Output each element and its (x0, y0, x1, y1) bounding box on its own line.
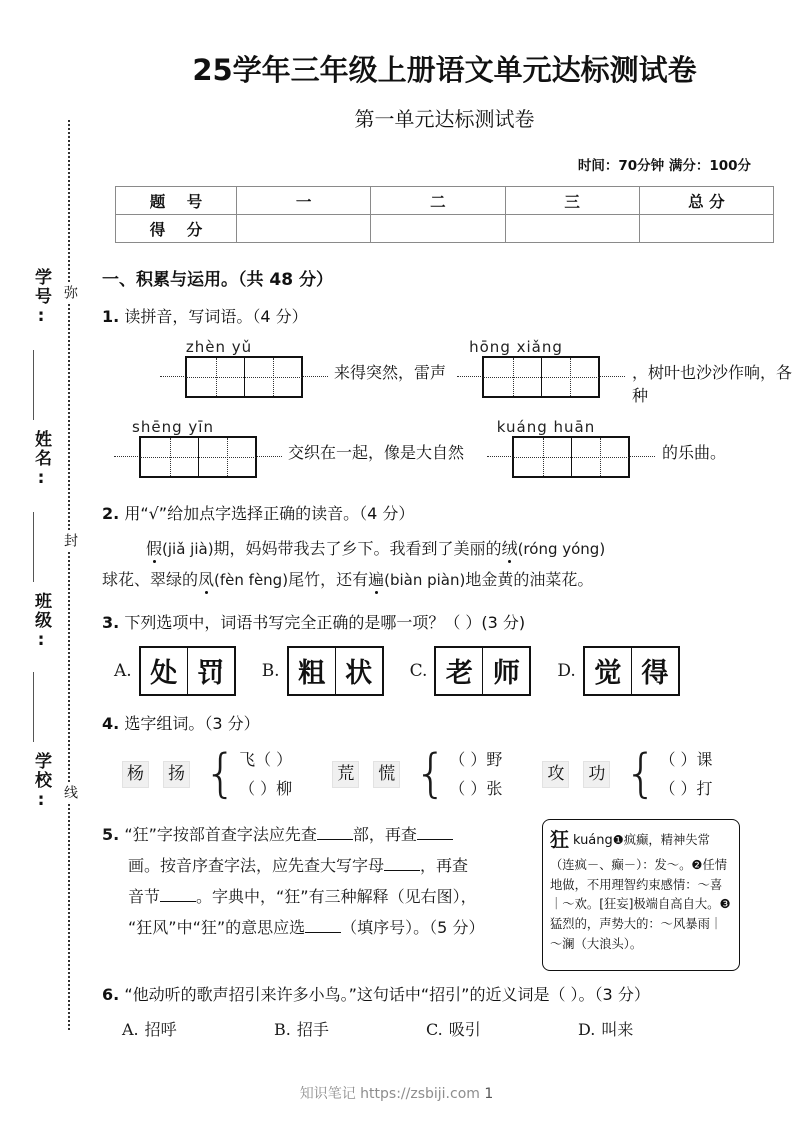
score-cell-1[interactable] (237, 215, 371, 243)
question-6-option-b[interactable] (274, 1017, 426, 1040)
blank-item-2b[interactable]: （ ）张 (449, 779, 503, 799)
reading-choice-feng[interactable]: (fèn fèng) (214, 570, 289, 589)
question-4-groups (96, 745, 793, 804)
table-row-score (116, 215, 774, 243)
question-6-options (96, 1017, 793, 1040)
margin-label-class: 班级: (31, 592, 51, 652)
q6-label-b: 招手 (296, 1019, 329, 1039)
question-4 (102, 712, 793, 737)
question-5-line-4 (102, 912, 534, 943)
option-letter-c: C. (409, 660, 428, 681)
page-number: 1 (484, 1086, 494, 1102)
question-1-number: 1. (102, 307, 120, 326)
word-char-c2: 师 (482, 648, 529, 694)
word-char-d1: 觉 (594, 658, 622, 690)
question-5-t6: 。字典中，“狂”有三种解释（见右图）， (196, 887, 477, 907)
choice-char-huang-2[interactable]: 慌 (373, 761, 400, 788)
tianzige-answer-3[interactable] (139, 436, 257, 478)
question-2-number: 2. (102, 503, 120, 523)
question-2-sentence-line-2 (102, 564, 793, 595)
score-col-1: 一 (237, 187, 371, 215)
question-2 (102, 502, 793, 527)
seal-char-2: 封 (58, 530, 80, 550)
question-5-t3: 画。按音序查字法，应先查大写字母 (128, 856, 385, 876)
blank-item-1a[interactable]: 飞（ ） (239, 749, 293, 769)
grid-tail-dots-3 (256, 456, 282, 457)
score-cell-2[interactable] (371, 215, 505, 243)
question-3-option-b[interactable] (262, 646, 384, 696)
question-3-option-c[interactable] (410, 646, 532, 696)
page-footer (0, 1083, 793, 1103)
table-row-question-no (116, 187, 774, 215)
question-5-line-2 (102, 850, 534, 881)
watermark-text: 知识笔记 https://zsbiji.com (299, 1086, 480, 1102)
question-3-option-d[interactable] (557, 646, 679, 696)
question-3-options (96, 646, 793, 696)
dictionary-reading: kuáng (572, 832, 613, 848)
margin-label-student-id: 学号: (31, 268, 51, 328)
page-subtitle: 第一单元达标测试卷 (354, 107, 535, 131)
question-5-line-1 (102, 819, 534, 850)
blank-item-2a[interactable]: （ ）野 (449, 749, 503, 769)
question-1 (102, 305, 793, 330)
question-5-number: 5. (102, 824, 120, 844)
word-char-a2: 罚 (187, 648, 234, 694)
question-5-t7: “狂风”中“狂”的意思应选 (128, 918, 306, 938)
word-box-b (287, 646, 384, 696)
grid-lead-dots-3 (114, 456, 140, 457)
score-col-3: 三 (505, 187, 639, 215)
tianzige-answer-2[interactable] (482, 356, 600, 398)
section-heading: 一、积累与运用。（共 48 分） (102, 270, 333, 290)
pinyin-label-kuanghuan: kuáng huān (496, 417, 596, 436)
question-6-option-a[interactable] (122, 1017, 274, 1040)
score-cell-total[interactable] (639, 215, 773, 243)
option-letter-a: A. (114, 660, 132, 681)
q6-letter-c: C. (426, 1019, 443, 1039)
left-margin (0, 0, 96, 1121)
pinyin-group-kuanghuan (487, 418, 655, 478)
question-2-end: 地金黄的油菜花。 (465, 569, 594, 589)
grid-tail-dots-1 (302, 376, 328, 377)
tianzige-answer-1[interactable] (185, 356, 303, 398)
char-group-huang (332, 745, 502, 804)
margin-rule-1 (33, 350, 34, 420)
question-3-number: 3. (102, 613, 120, 633)
question-2-body (102, 533, 793, 596)
question-5-t4: ，再查 (420, 856, 469, 876)
question-2-sentence-line-1 (102, 533, 793, 564)
question-1-prompt: 读拼音，写词语。（4 分） (124, 307, 308, 326)
question-5-line-3 (102, 881, 534, 912)
question-1-line-2 (102, 418, 793, 484)
option-letter-b: B. (261, 660, 280, 681)
dotted-char-jia: 假 (146, 538, 163, 558)
dotted-char-bian: 遍 (368, 569, 385, 589)
pinyin-group-hongxiang (457, 338, 625, 398)
choice-char-yang-1[interactable]: 杨 (122, 761, 149, 788)
choice-char-huang-1[interactable]: 荒 (332, 761, 359, 788)
brace-icon-1: { (204, 744, 238, 805)
blank-item-3a[interactable]: （ ）课 (659, 749, 713, 769)
question-5-text (102, 819, 534, 971)
question-6-number: 6. (102, 984, 120, 1004)
grid-lead-dots-2 (457, 376, 483, 377)
question-2-pre-2: 球花、翠绿的 (102, 569, 199, 589)
word-box-d (583, 646, 680, 696)
question-3-option-a[interactable] (114, 646, 236, 696)
reading-choice-jia[interactable]: (jiǎ jià) (162, 539, 214, 558)
question-1-text-d: 的乐曲。 (662, 442, 727, 462)
dictionary-sense-1: ❶疯癫，精神失常（连疯－、癫－）：发～。 (550, 832, 710, 872)
score-row-header-1: 题 号 (116, 187, 237, 215)
question-2-prompt: 用“√”给加点字选择正确的读音。（4 分） (124, 503, 415, 523)
word-box-c (434, 646, 531, 696)
question-5-t8: （填序号）。（5 分） (341, 918, 485, 938)
question-1-text-b: ，树叶也沙沙作响，各种 (632, 362, 793, 405)
page-title: 25学年三年级上册语文单元达标测试卷 (192, 53, 697, 87)
brace-items-1 (239, 745, 292, 804)
paper-content (96, 0, 793, 1121)
dictionary-entry-box (542, 819, 740, 971)
margin-rule-2 (33, 512, 34, 582)
dictionary-sense-2: ❷任情地做，不用理智约束感情：～喜｜～欢。[狂妄]极端自高自大。 (550, 857, 728, 912)
blank-item-1b[interactable]: （ ）柳 (239, 779, 293, 799)
dictionary-sense-3: ❸猛烈的，声势大的：～风暴雨｜～澜（大浪头）。 (550, 897, 731, 952)
question-1-text-a: 来得突然，雷声 (334, 362, 447, 382)
choice-char-gong-2[interactable]: 功 (583, 761, 610, 788)
q6-letter-a: A. (122, 1019, 139, 1039)
brace-items-2 (449, 745, 502, 804)
question-6-option-d[interactable] (578, 1017, 730, 1040)
pinyin-label-hongxiang: hōng xiǎng (469, 337, 563, 356)
seal-char-1: 弥 (58, 282, 80, 302)
question-4-number: 4. (102, 713, 120, 733)
margin-rule-3 (33, 672, 34, 742)
question-5-t1: “狂”字按部首查字法应先查 (124, 824, 317, 844)
answer-blank-5b[interactable] (417, 839, 453, 840)
grid-tail-dots-4 (629, 456, 655, 457)
brace-items-3 (659, 745, 712, 804)
question-6-prompt: “他动听的歌声招引来许多小鸟。”这句话中“招引”的近义词是（ ）。（3 分） (124, 984, 650, 1004)
word-box-a (139, 646, 236, 696)
grid-lead-dots-1 (160, 376, 186, 377)
reading-choice-rong[interactable]: (róng yóng) (517, 539, 606, 558)
score-col-2: 二 (371, 187, 505, 215)
score-row-header-2: 得 分 (116, 215, 237, 243)
pinyin-group-zhenyu (160, 338, 328, 398)
word-char-c1: 老 (445, 658, 473, 690)
question-6-option-c[interactable] (426, 1017, 578, 1040)
seal-char-3: 线 (58, 782, 80, 802)
question-1-text-c: 交织在一起，像是大自然 (288, 442, 465, 462)
char-group-yang (122, 745, 292, 804)
question-2-mid-2: 尾竹，还有 (288, 569, 369, 589)
grid-tail-dots-2 (599, 376, 625, 377)
choice-char-gong-1[interactable]: 攻 (542, 761, 569, 788)
answer-blank-5e[interactable] (305, 932, 341, 933)
question-5 (96, 819, 793, 971)
char-group-gong (542, 745, 712, 804)
question-5-t5: 音节 (128, 887, 161, 907)
pinyin-label-shengyin: shēng yīn (132, 417, 214, 436)
answer-blank-5a[interactable] (317, 839, 353, 840)
word-char-d2: 得 (631, 648, 678, 694)
q6-letter-b: B. (274, 1019, 291, 1039)
margin-label-name: 姓名: (31, 430, 51, 490)
score-cell-3[interactable] (505, 215, 639, 243)
word-char-b1: 粗 (298, 658, 326, 690)
word-char-b2: 状 (335, 648, 382, 694)
pinyin-group-shengyin (114, 418, 282, 478)
answer-blank-5c[interactable] (384, 870, 420, 871)
q6-letter-d: D. (578, 1019, 596, 1039)
question-6 (102, 983, 793, 1008)
dictionary-headword: 狂 (550, 828, 570, 851)
grid-lead-dots-4 (487, 456, 513, 457)
question-5-t2: 部，再查 (352, 824, 417, 844)
q6-label-a: 招呼 (144, 1019, 177, 1039)
margin-label-school: 学校: (31, 752, 51, 812)
question-3 (102, 611, 793, 636)
brace-icon-3: { (624, 744, 658, 805)
brace-icon-2: { (414, 744, 448, 805)
score-table (115, 186, 774, 243)
option-letter-d: D. (557, 660, 576, 681)
score-col-total: 总 分 (639, 187, 773, 215)
dotted-char-rong: 绒 (501, 538, 518, 558)
seal-dotted-line (68, 120, 70, 1030)
choice-char-yang-2[interactable]: 扬 (163, 761, 190, 788)
question-2-mid-1: 期，妈妈带我去了乡下。我看到了美丽的 (213, 538, 502, 558)
exam-meta: 时间：70分钟 满分：100分 (577, 158, 751, 174)
blank-item-3b[interactable]: （ ）打 (659, 779, 713, 799)
q6-label-d: 叫来 (601, 1019, 634, 1039)
question-3-prompt: 下列选项中，词语书写完全正确的是哪一项？（ ）(3 分) (124, 613, 526, 633)
answer-blank-5d[interactable] (160, 901, 196, 902)
q6-label-c: 吸引 (448, 1019, 481, 1039)
tianzige-answer-4[interactable] (512, 436, 630, 478)
dotted-char-feng: 凤 (198, 569, 215, 589)
question-1-line-1 (102, 338, 793, 404)
word-char-a1: 处 (150, 658, 178, 690)
question-4-prompt: 选字组词。（3 分） (124, 713, 260, 733)
pinyin-label-zhenyu: zhèn yǔ (185, 337, 253, 356)
reading-choice-bian[interactable]: (biàn piàn) (384, 570, 466, 589)
